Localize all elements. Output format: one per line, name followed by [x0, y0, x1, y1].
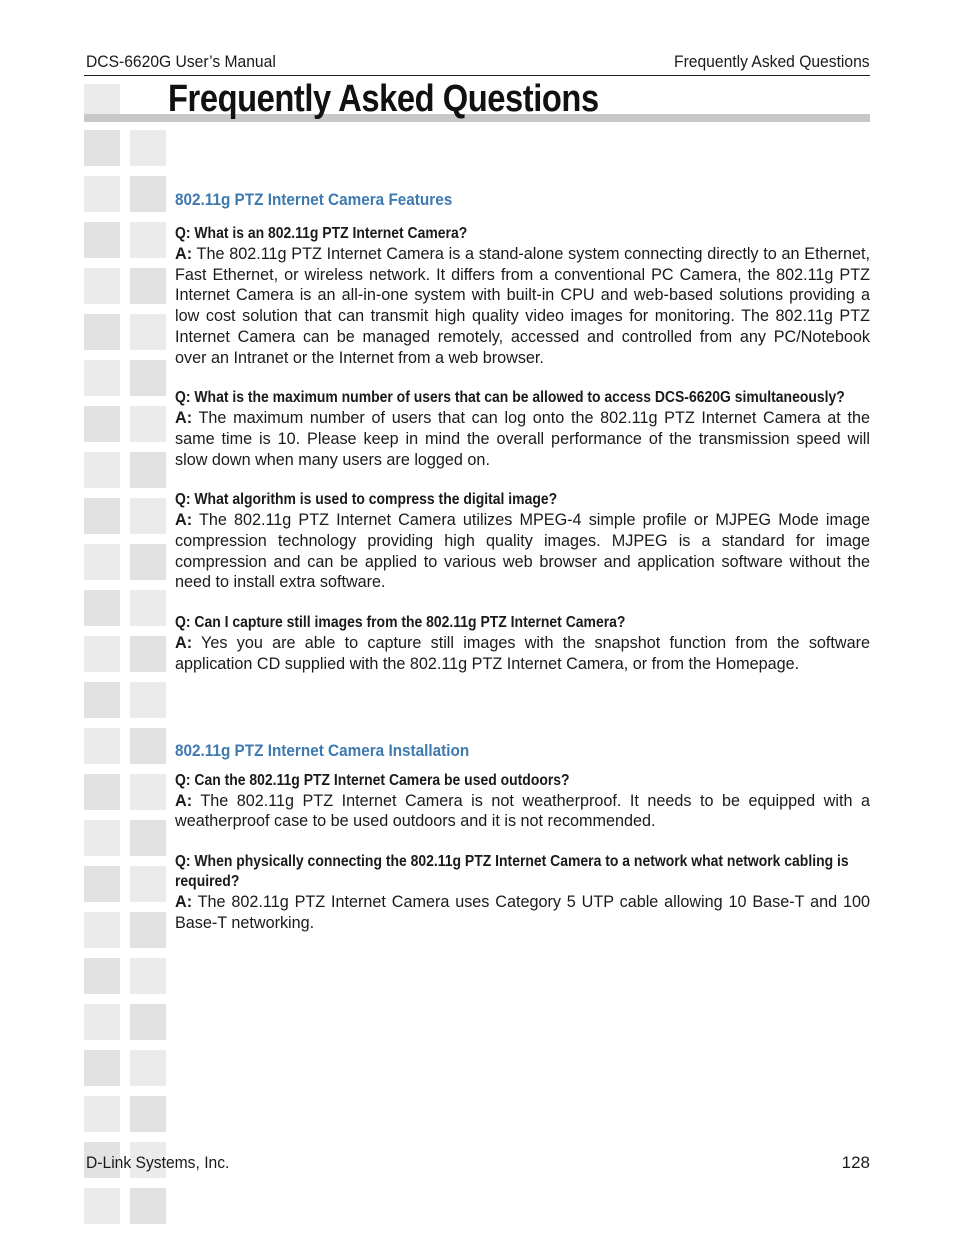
question: Q: What is the maximum number of users that can be allowed to access DCS-6620G simultaneously? — [175, 389, 845, 407]
grid-tile — [130, 360, 166, 396]
faq-section-features — [175, 190, 870, 675]
faq-item — [175, 388, 870, 470]
grid-tile — [84, 912, 120, 948]
grid-tile — [84, 314, 120, 350]
answer: A: The 802.11g PTZ Internet Camera utilizes MPEG-4 simple profile or MJPEG Mode image compression technology providing high quality images. MJPEG is a standard for image compression and can be applied to various web browser and application software without the need to install extra software. — [175, 511, 870, 592]
grid-tile — [130, 958, 166, 994]
grid-tile — [130, 590, 166, 626]
grid-tile — [84, 636, 120, 672]
grid-tile — [84, 728, 120, 764]
grid-tile — [130, 866, 166, 902]
grid-tile — [84, 498, 120, 534]
grid-tile — [130, 498, 166, 534]
answer: A: Yes you are able to capture still images with the snapshot function from the software application CD supplied with the 802.11g PTZ Internet Camera, or from the Homepage. — [175, 634, 870, 673]
grid-tile — [130, 406, 166, 442]
section-heading: 802.11g PTZ Internet Camera Installation — [175, 740, 470, 760]
grid-tile — [84, 1050, 120, 1086]
grid-tile — [84, 544, 120, 580]
grid-tile — [130, 544, 166, 580]
answer: A: The 802.11g PTZ Internet Camera uses Category 5 UTP cable allowing 10 Base-T and 100 Base-T networking. — [175, 892, 870, 932]
header-manual-title: DCS-6620G User’s Manual — [86, 52, 276, 71]
question: Q: Can I capture still images from the 802.11g PTZ Internet Camera? — [175, 614, 626, 632]
answer: A: The maximum number of users that can log onto the 802.11g PTZ Internet Camera at the same time is 10. Please keep in mind the overall performance of the transmission speed will slow down when many users are logged on. — [175, 409, 870, 469]
faq-item — [175, 613, 870, 674]
grid-tile — [130, 728, 166, 764]
question: Q: What is an 802.11g PTZ Internet Camera? — [175, 225, 468, 242]
grid-tile — [84, 452, 120, 488]
grid-tile — [84, 958, 120, 994]
grid-tile — [84, 130, 120, 166]
faq-content — [175, 190, 870, 953]
faq-section-installation — [175, 741, 870, 934]
grid-tile — [130, 1096, 166, 1132]
grid-tile — [130, 176, 166, 212]
question: Q: Can the 802.11g PTZ Internet Camera be used outdoors? — [175, 771, 570, 789]
grid-tile — [84, 1096, 120, 1132]
grid-tile — [84, 866, 120, 902]
grid-tile — [84, 820, 120, 856]
decorative-grid — [84, 84, 170, 1235]
grid-tile — [130, 130, 166, 166]
grid-tile — [130, 1004, 166, 1040]
question: Q: When physically connecting the 802.11g PTZ Internet Camera to a network what network cabling is required? — [175, 852, 849, 890]
grid-tile — [84, 268, 120, 304]
header-section-title: Frequently Asked Questions — [674, 52, 870, 71]
grid-tile — [130, 1188, 166, 1224]
grid-tile — [130, 636, 166, 672]
grid-tile — [84, 774, 120, 810]
grid-tile — [84, 176, 120, 212]
grid-tile — [130, 820, 166, 856]
grid-tile — [130, 774, 166, 810]
grid-tile — [84, 1004, 120, 1040]
grid-tile — [84, 406, 120, 442]
grid-tile — [84, 682, 120, 718]
answer: A: The 802.11g PTZ Internet Camera is a stand-alone system connecting directly to an Ethernet, Fast Ethernet, or wireless network. It differs from a conventional PC Camera, the 802.11g PTZ Internet Camera is an all-in-one system with built-in CPU and web-based solutions providing a low cost solution that can transmit high quality video images for monitoring. The 802.11g PTZ Internet Camera can be managed remotely, accessed and controlled from any PC/Notebook over an Intranet or the Internet from a web browser. — [175, 245, 870, 367]
grid-tile — [84, 590, 120, 626]
grid-tile — [84, 1188, 120, 1224]
faq-item — [175, 771, 870, 832]
question: Q: What algorithm is used to compress the digital image? — [175, 491, 558, 509]
grid-tile — [130, 1050, 166, 1086]
grid-tile — [130, 452, 166, 488]
grid-tile — [84, 360, 120, 396]
faq-item — [175, 490, 870, 593]
faq-item — [175, 224, 870, 368]
grid-tile — [84, 222, 120, 258]
answer: A: The 802.11g PTZ Internet Camera is not weatherproof. It needs to be equipped with a weatherproof case to be used outdoors and it is not recommended. — [175, 791, 870, 831]
page-title: Frequently Asked Questions — [168, 78, 599, 120]
grid-tile — [130, 912, 166, 948]
page-number: 128 — [841, 1153, 870, 1172]
faq-item — [175, 852, 870, 933]
header-divider — [84, 75, 870, 76]
grid-tile — [130, 682, 166, 718]
grid-tile — [130, 268, 166, 304]
section-heading: 802.11g PTZ Internet Camera Features — [175, 190, 453, 209]
grid-tile — [130, 314, 166, 350]
grid-tile — [130, 222, 166, 258]
footer-company: D-Link Systems, Inc. — [86, 1153, 230, 1172]
